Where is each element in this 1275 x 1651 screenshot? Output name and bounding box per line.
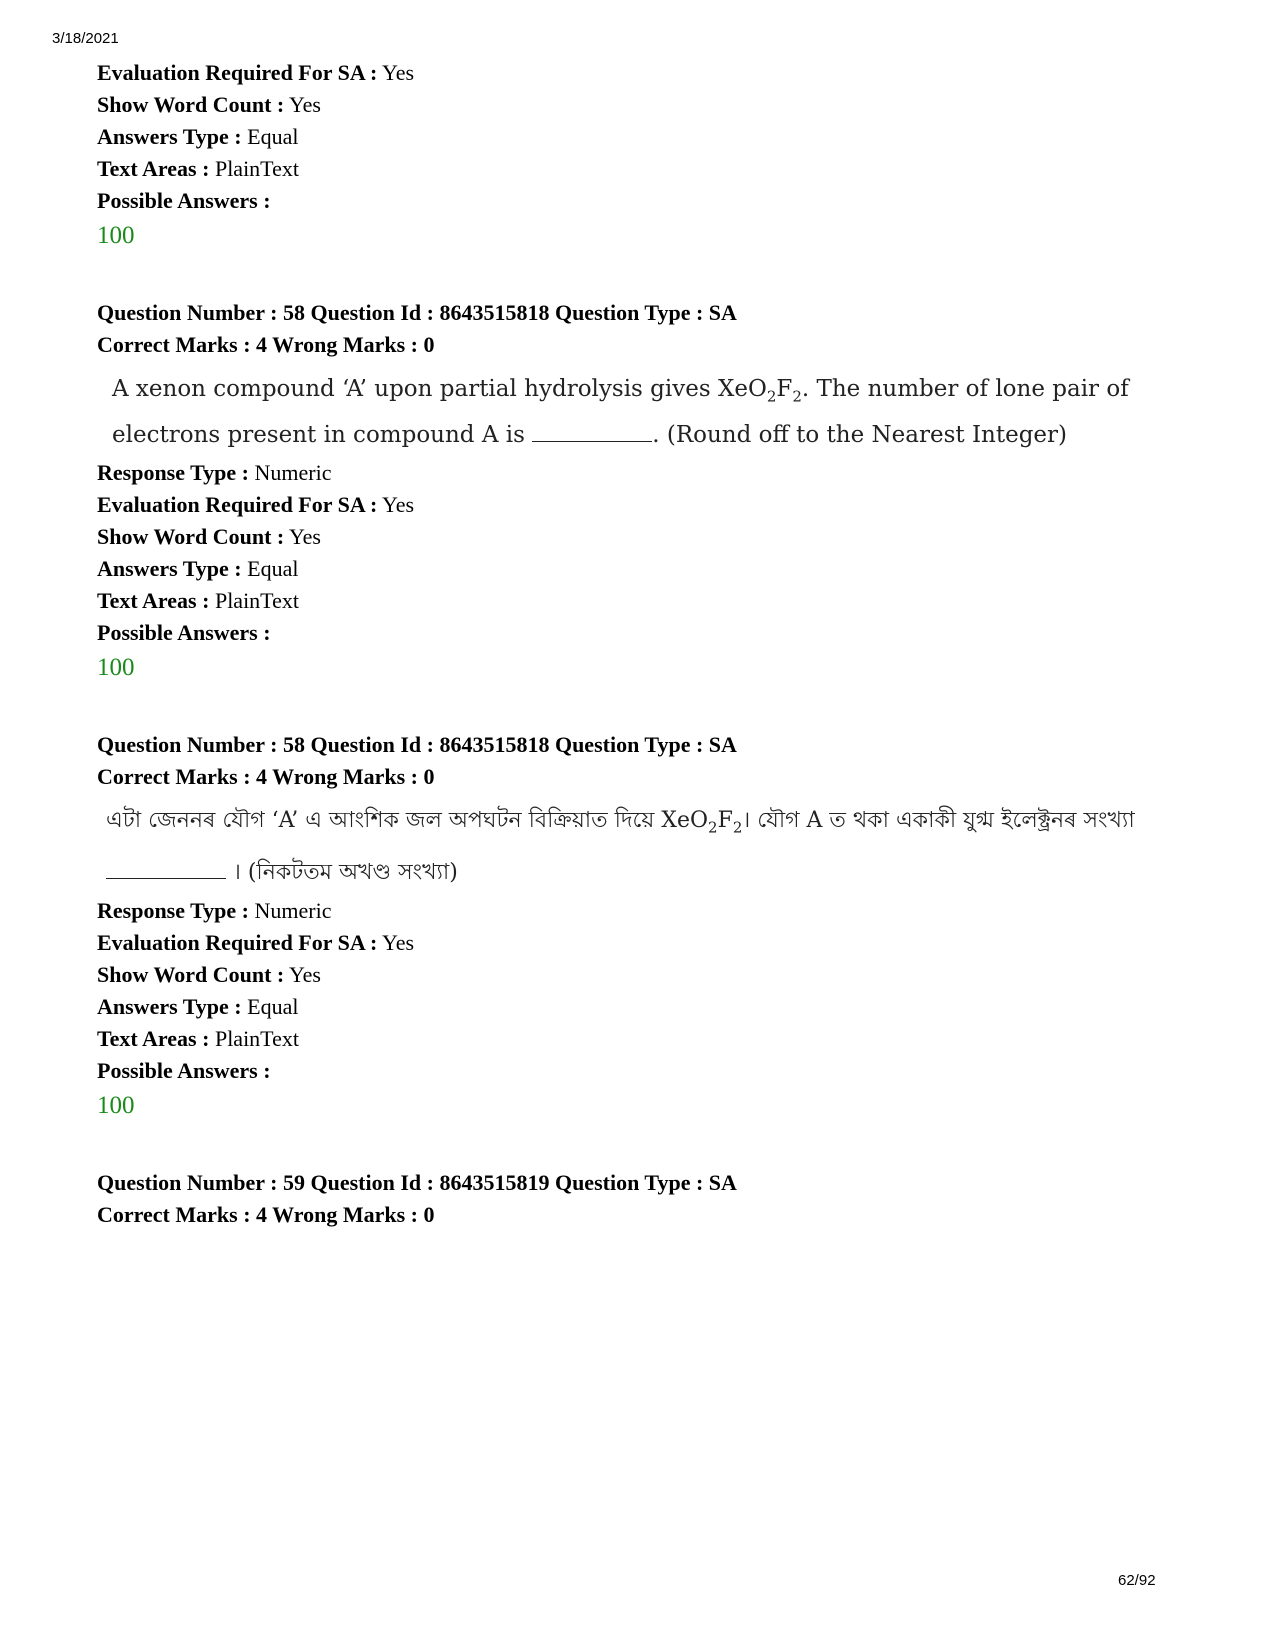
meta-value: Yes <box>284 92 321 117</box>
meta-key: Text Areas : <box>97 588 210 613</box>
question-marks: Correct Marks : 4 Wrong Marks : 0 <box>97 332 435 357</box>
meta-value: Yes <box>284 962 321 987</box>
meta-value: Yes <box>377 492 415 517</box>
meta-key: Answers Type : <box>97 994 242 1019</box>
meta-key: Evaluation Required For SA : <box>97 492 378 517</box>
question-text-part: । (নিকটতম অখণ্ড সংখ্যা) <box>226 860 458 886</box>
subscript: 2 <box>708 818 718 837</box>
question-text-english <box>112 370 1129 454</box>
question-marks: Correct Marks : 4 Wrong Marks : 0 <box>97 764 435 789</box>
question-text-part: . (Round off to the Nearest Integer) <box>652 421 1067 448</box>
answer-blank <box>106 858 226 879</box>
meta-key: Response Type : <box>97 898 249 923</box>
question-58-english-meta <box>97 457 414 687</box>
top-meta-block <box>97 57 414 255</box>
question-marks: Correct Marks : 4 Wrong Marks : 0 <box>97 1202 435 1227</box>
meta-key: Response Type : <box>97 460 249 485</box>
question-title: Question Number : 59 Question Id : 8643515819 Question Type : SA <box>97 1170 737 1195</box>
meta-key: Answers Type : <box>97 556 242 581</box>
question-59 <box>97 1167 737 1231</box>
meta-value: Numeric <box>248 898 332 923</box>
meta-key: Text Areas : <box>97 156 210 181</box>
question-text-part: . The number of lone pair of <box>801 376 1129 402</box>
question-text-part: এটা জেননৰ যৌগ ‘A’ এ আংশিক জল অপঘটন বিক্রিয়াত দিয়ে XeO <box>106 808 709 833</box>
meta-key: Evaluation Required For SA : <box>97 930 378 955</box>
meta-value: PlainText <box>209 1026 299 1051</box>
question-58-assamese-meta <box>97 895 414 1125</box>
meta-value: Yes <box>377 930 415 955</box>
question-text-part: F <box>776 376 793 402</box>
question-title: Question Number : 58 Question Id : 8643515818 Question Type : SA <box>97 300 737 325</box>
question-text-assamese <box>106 798 1135 896</box>
question-text-part: F <box>717 808 733 833</box>
meta-value: PlainText <box>209 588 299 613</box>
meta-value: Yes <box>284 524 321 549</box>
subscript: 2 <box>766 387 777 406</box>
question-58-english <box>97 297 737 361</box>
meta-value: PlainText <box>209 156 299 181</box>
meta-value: Yes <box>377 60 415 85</box>
meta-value: Numeric <box>248 460 332 485</box>
subscript: 2 <box>792 387 802 406</box>
question-text-part: A xenon compound ‘A’ upon partial hydrolysis gives XeO <box>112 376 767 402</box>
question-text-part: electrons present in compound A is <box>112 421 533 448</box>
possible-answer: 100 <box>97 222 135 249</box>
print-date: 3/18/2021 <box>52 30 119 47</box>
meta-key: Evaluation Required For SA : <box>97 60 378 85</box>
meta-value: Equal <box>241 556 299 581</box>
question-title: Question Number : 58 Question Id : 8643515818 Question Type : SA <box>97 732 737 757</box>
meta-key: Show Word Count : <box>97 92 285 117</box>
meta-key: Show Word Count : <box>97 524 285 549</box>
meta-key: Text Areas : <box>97 1026 210 1051</box>
subscript: 2 <box>732 818 743 837</box>
meta-key: Possible Answers : <box>97 620 271 645</box>
page-number: 62/92 <box>1118 1572 1156 1589</box>
meta-key: Possible Answers : <box>97 1058 271 1083</box>
meta-key: Possible Answers : <box>97 188 271 213</box>
answer-blank <box>532 421 652 442</box>
meta-value: Equal <box>241 124 299 149</box>
question-58-assamese <box>97 729 737 793</box>
meta-key: Show Word Count : <box>97 962 285 987</box>
possible-answer: 100 <box>97 654 135 681</box>
possible-answer: 100 <box>97 1092 135 1119</box>
meta-key: Answers Type : <box>97 124 242 149</box>
meta-value: Equal <box>241 994 299 1019</box>
question-text-part: । যৌগ A ত থকা একাকী যুগ্ম ইলেক্ট্রনৰ সংখ্যা <box>742 808 1135 833</box>
